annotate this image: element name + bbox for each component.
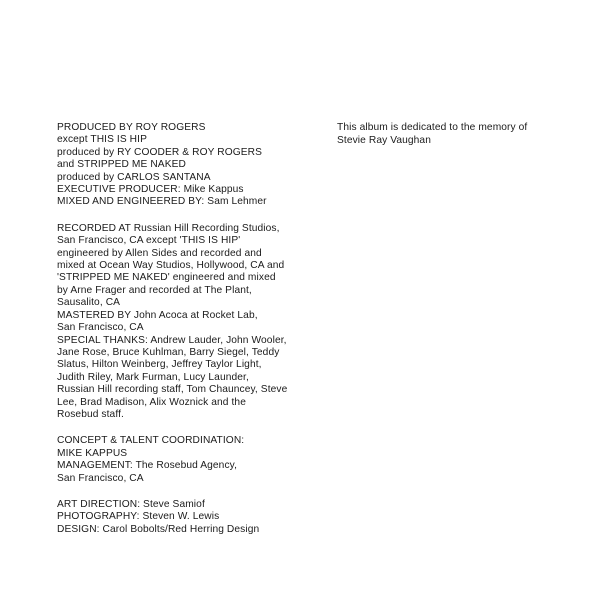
credit-line: San Francisco, CA: [57, 472, 144, 484]
management-credits-block: [57, 435, 309, 485]
credit-line: MANAGEMENT: The Rosebud Agency,: [57, 460, 238, 472]
dedication-line: This album is dedicated to the memory of: [337, 122, 528, 133]
dedication-block: [337, 122, 567, 147]
credit-line: Lee, Brad Madison, Alix Woznick and the: [57, 396, 246, 408]
design-credits-block: [57, 499, 309, 536]
dedication-line: Stevie Ray Vaughan: [337, 134, 431, 146]
credit-line: Sausalito, CA: [57, 297, 121, 309]
credit-line: San Francisco, CA except 'THIS IS HIP': [57, 235, 241, 247]
credit-line: MASTERED BY John Acoca at Rocket Lab,: [57, 309, 258, 321]
recording-credits-block: [57, 223, 309, 422]
credit-line: Slatus, Hilton Weinberg, Jeffrey Taylor Light,: [57, 359, 262, 371]
credit-line: ART DIRECTION: Steve Samiof: [57, 498, 205, 510]
credit-line: DESIGN: Carol Bobolts/Red Herring Design: [57, 523, 260, 535]
credit-line: and STRIPPED ME NAKED: [57, 159, 186, 171]
credit-line: Rosebud staff.: [57, 408, 124, 420]
credit-line: EXECUTIVE PRODUCER: Mike Kappus: [57, 184, 244, 196]
credit-line: by Arne Frager and recorded at The Plant,: [57, 284, 252, 296]
credit-line: PHOTOGRAPHY: Steven W. Lewis: [57, 511, 220, 523]
credit-line: MIKE KAPPUS: [57, 447, 128, 459]
credit-line: except THIS IS HIP: [57, 134, 147, 146]
credit-line: SPECIAL THANKS: Andrew Lauder, John Wooler,: [57, 334, 287, 346]
credit-line: San Francisco, CA: [57, 322, 144, 334]
credit-line: Jane Rose, Bruce Kuhlman, Barry Siegel, Teddy: [57, 346, 280, 358]
credit-line: produced by CARLOS SANTANA: [57, 171, 211, 183]
credit-line: PRODUCED BY ROY ROGERS: [57, 122, 206, 133]
credit-line: CONCEPT & TALENT COORDINATION:: [57, 435, 245, 447]
credit-line: RECORDED AT Russian Hill Recording Studios,: [57, 222, 280, 234]
production-credits-block: [57, 122, 309, 209]
credit-line: Russian Hill recording staff, Tom Chauncey, Steve: [57, 384, 288, 396]
credit-line: Judith Riley, Mark Furman, Lucy Launder,: [57, 371, 249, 383]
credit-line: produced by RY COODER & ROY ROGERS: [57, 146, 263, 158]
left-credits-column: [57, 122, 309, 536]
right-credits-column: [337, 122, 567, 147]
credit-line: 'STRIPPED ME NAKED' engineered and mixed: [57, 272, 276, 284]
credit-line: MIXED AND ENGINEERED BY: Sam Lehmer: [57, 196, 267, 208]
credit-line: engineered by Allen Sides and recorded and: [57, 247, 262, 259]
credit-line: mixed at Ocean Way Studios, Hollywood, CA and: [57, 260, 285, 272]
